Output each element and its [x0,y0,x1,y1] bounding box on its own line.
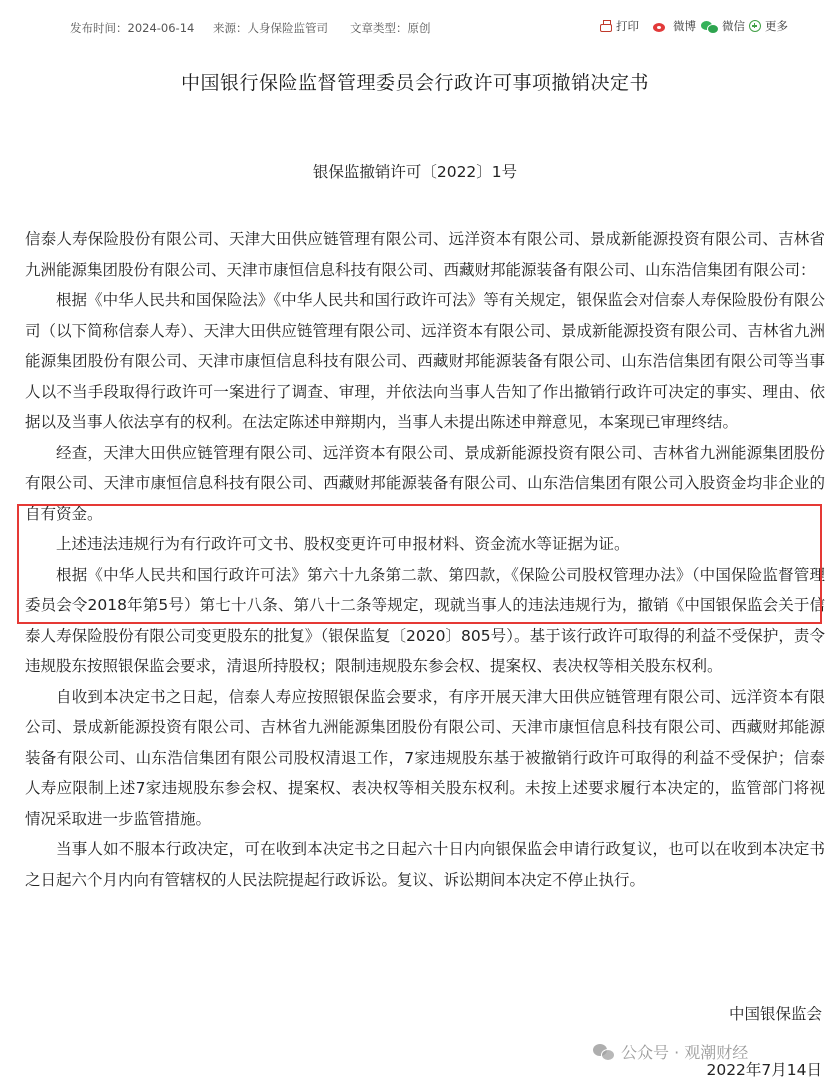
document-body [25,224,825,895]
more-label: 更多 [765,19,788,33]
article-meta-bar [0,14,830,40]
plus-circle-icon [749,20,761,32]
document-number: 银保监撤销许可〔2022〕1号 [312,163,518,181]
wechat-icon [701,20,718,33]
paragraph-findings: 经查，天津大田供应链管理有限公司、远洋资本有限公司、景成新能源投资有限公司、吉林省九洲能源集团股份有限公司、天津市康恒信息科技有限公司、西藏财邦能源装备有限公司、山东浩信集团有限公司入股资金均非企业的自有资金。 [25,443,825,523]
printer-icon [600,24,612,32]
wechat-label: 微信 [722,19,745,33]
print-label: 打印 [616,19,639,33]
paragraph-requirements: 自收到本决定书之日起，信泰人寿应按照银保监会要求，有序开展天津大田供应链管理有限公司、远洋资本有限公司、景成新能源投资有限公司、吉林省九洲能源集团股份有限公司、天津市康恒信息科技有限公司、西藏财邦能源装备有限公司、山东浩信集团有限公司股权清退工作，7家违规股东基于被撤销行政许可取得的利益不受保护；信泰人寿应限制上述7家违规股东参会权、提案权、表决权等相关股东权利。未按上述要求履行本决定的，监管部门将视情况采取进一步监管措施。 [25,687,825,828]
article-type: 文章类型：原创 [350,21,431,35]
paragraph-appeal: 当事人如不服本行政决定，可在收到本决定书之日起六十日内向银保监会申请行政复议，也可以在收到本决定书之日起六个月内向有管辖权的人民法院提起行政诉讼。复议、诉讼期间本决定不停止执行。 [25,840,825,889]
watermark-text: 公众号 · 观潮财经 [621,1043,749,1062]
paragraph-basis: 根据《中华人民共和国保险法》《中华人民共和国行政许可法》等有关规定，银保监会对信泰人寿保险股份有限公司（以下简称信泰人寿）、天津大田供应链管理有限公司、远洋资本有限公司、景成新能源投资有限公司、吉林省九洲能源集团股份有限公司、天津市康恒信息科技有限公司、西藏财邦能源装备有限公司、山东浩信集团有限公司等当事人以不当手段取得行政许可一案进行了调查、审理，并依法向当事人告知了作出撤销行政许可决定的事实、理由、依据以及当事人依法享有的权利。在法定陈述申辩期内，当事人未提出陈述申辩意见，本案现已审理终结。 [25,291,825,431]
publish-time: 发布时间：2024-06-14 [70,21,195,35]
more-share-button[interactable] [749,18,788,34]
signature-organization: 中国银保监会 [728,1005,822,1023]
paragraph-decision: 根据《中华人民共和国行政许可法》第六十九条第二款、第四款，《保险公司股权管理办法》（中国保险监督管理委员会令2018年第5号）第七十八条、第八十二条等规定，现就当事人的违法违规行为，撤销《中国银保监会关于信泰人寿保险股份有限公司变更股东的批复》（银保监复〔2020〕805号）。基于该行政许可取得的利益不受保护，责令违规股东按照银保监会要求，清退所持股权；限制违规股东参会权、提案权、表决权等相关股东权利。 [25,565,825,675]
signature-date: 2022年7月14日 [706,1061,822,1079]
wechat-share-button[interactable] [701,18,745,34]
article-source: 来源：人身保险监管司 [213,21,328,35]
print-button[interactable] [600,18,639,34]
document-title: 中国银行保险监督管理委员会行政许可事项撤销决定书 [180,72,649,94]
weibo-label: 微博 [673,19,696,33]
wechat-watermark-icon [593,1043,615,1061]
weibo-icon [653,20,669,32]
paragraph-evidence: 上述违法违规行为有行政许可文书、股权变更许可申报材料、资金流水等证据为证。 [56,535,630,553]
weibo-share-button[interactable] [653,18,696,34]
addressee: 信泰人寿保险股份有限公司、天津大田供应链管理有限公司、远洋资本有限公司、景成新能源投资有限公司、吉林省九洲能源集团股份有限公司、天津市康恒信息科技有限公司、西藏财邦能源装备有限公司、山东浩信集团有限公司： [25,230,825,279]
